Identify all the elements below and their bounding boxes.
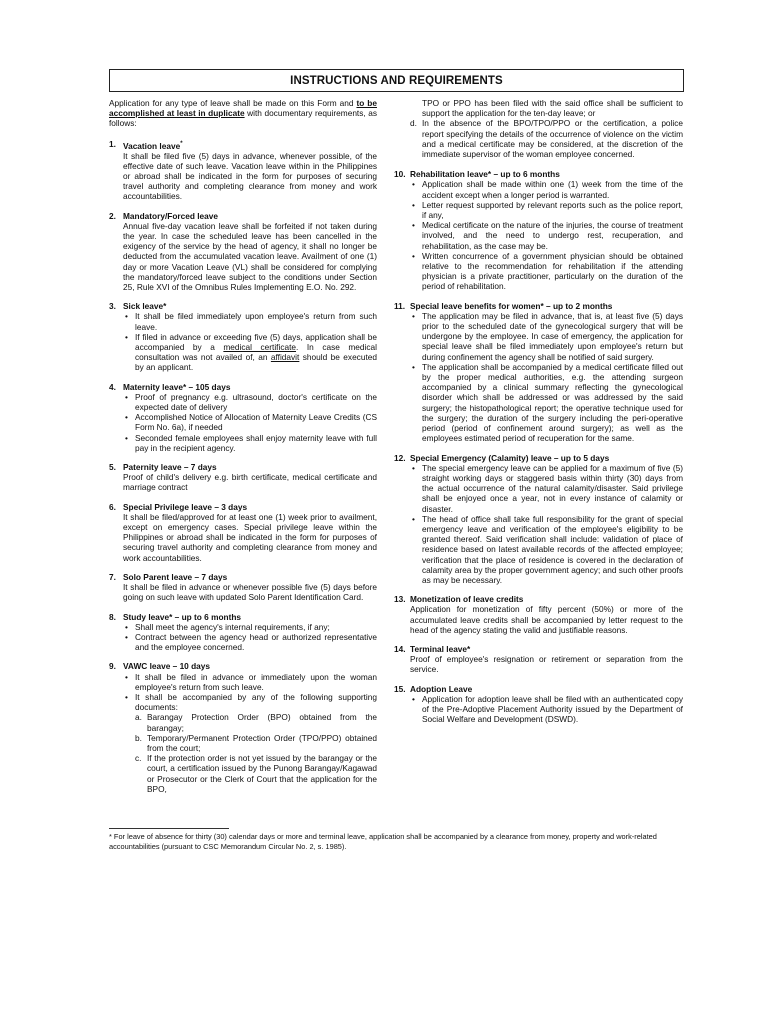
section-special-leave-women	[394, 301, 683, 444]
bullet-list	[123, 311, 377, 372]
list-item: • The application may be filed in advance, that is, at least five (5) days prior to the scheduled date of the gynecological surgery that will be undergone by the employee. In case of emergency, the application for special leave shall be filed immediately upon employee's return but during confinement the agency shall be notified of said surgery.	[410, 311, 683, 362]
sub-item-c	[135, 753, 377, 794]
section-number: 2.	[109, 210, 116, 221]
list-item: • Application for adoption leave shall be filed with an authenticated copy of the Pre-Adoptive Placement Authority issued by the Department of Social Welfare and Development (DSWD).	[410, 694, 683, 725]
section-solo-parent-leave	[109, 572, 377, 603]
section-vawc-leave	[109, 661, 377, 794]
left-column	[109, 98, 377, 794]
section-special-emergency-leave	[394, 453, 683, 586]
section-number: 4.	[109, 381, 116, 392]
section-body: Annual five-day vacation leave shall be forfeited if not taken during the year. In case the scheduled leave has been cancelled in the exigency of the service by the head of agency, it shall no longer be deducted from the accumulated vacation leave. Availment of one (1) day or more Vacation Leave (VL) shall be considered for complying the mandatory/forced leave subject to the conditions under Section 25, Rule XVI of the Omnibus Rules Implementing E.O. No. 292.	[123, 220, 377, 293]
section-title: Mandatory/Forced leave	[123, 210, 218, 221]
section-terminal-leave	[394, 644, 683, 675]
list-item: • Seconded female employees shall enjoy maternity leave with full pay in the recipient agency.	[123, 433, 377, 453]
intro-text-end: with documentary requirements, as follows:	[109, 108, 377, 129]
section-vacation-leave	[109, 139, 377, 202]
section-body: Proof of child's delivery e.g. birth certificate, medical certificate and marriage contract	[123, 472, 377, 493]
section-number: 12.	[394, 452, 406, 463]
section-monetization	[394, 594, 683, 635]
list-item: • Proof of pregnancy e.g. ultrasound, doctor's certificate on the expected date of delivery	[123, 392, 377, 412]
section-title	[123, 139, 377, 151]
intro-duplicate-requirement: to be accomplished at least in duplicate	[109, 98, 377, 119]
list-item	[123, 332, 377, 373]
section-title: Rehabilitation leave* – up to 6 months	[410, 169, 560, 180]
medical-certificate-term: medical certificate	[223, 342, 297, 353]
section-title: Solo Parent leave – 7 days	[123, 571, 228, 582]
affidavit-term: affidavit	[270, 352, 300, 363]
text-part: It shall be accompanied by any of the following supporting documents:	[135, 691, 377, 713]
section-title: Study leave* – up to 6 months	[123, 611, 242, 622]
section-title: Special Privilege leave – 3 days	[123, 501, 248, 512]
sub-text: In the absence of the BPO/TPO/PPO or the certification, a police report specifying the details of the occurrence of violence on the victim and a medical certificate may be considered, at the discretion of the immediate supervisor of the woman employee concerned.	[422, 118, 683, 160]
section-adoption-leave	[394, 684, 683, 725]
bullet-list	[410, 179, 683, 291]
bullet-list	[123, 622, 377, 653]
section-number: 5.	[109, 462, 116, 473]
footnote-divider	[109, 828, 229, 829]
sub-item-a	[135, 712, 377, 732]
section-title: Paternity leave – 7 days	[123, 462, 217, 473]
section-rehabilitation-leave	[394, 169, 683, 291]
list-item: • Written concurrence of a government physician should be obtained relative to the recommendation for rehabilitation if the attending physician is a private practitioner, particularly on the duration of the period of rehabilitation.	[410, 251, 683, 292]
section-title: Special leave benefits for women* – up to 2 months	[410, 300, 613, 311]
sub-item-b	[135, 733, 377, 753]
section-title: Maternity leave* – 105 days	[123, 381, 231, 392]
section-number: 7.	[109, 571, 116, 582]
section-title: Adoption Leave	[410, 683, 473, 694]
section-body: Application for monetization of fifty percent (50%) or more of the accumulated leave credits shall be accompanied by letter request to the head of the agency stating the valid and justifiable reasons.	[410, 604, 683, 635]
section-title: Special Emergency (Calamity) leave – up to 5 days	[410, 452, 610, 463]
intro-text: Application for any type of leave shall be made on this Form and	[109, 98, 357, 108]
section-title: Monetization of leave credits	[410, 594, 524, 605]
section-body: It shall be filed five (5) days in advance, whenever possible, of the effective date of such leave. Vacation leave within in the Philippines or abroad shall be indicated in the form for purposes of securing travel authority and completing clearance from money and work accountabilities.	[123, 150, 377, 202]
section-number: 10.	[394, 169, 406, 180]
section-number: 11.	[394, 300, 406, 311]
section-body: Proof of employee's resignation or retirement or separation from the service.	[410, 654, 683, 675]
section-number: 3.	[109, 301, 116, 312]
section-special-privilege-leave	[109, 502, 377, 563]
list-item: • The application shall be accompanied by a medical certificate filled out by the proper medical authorities, e.g. the attending surgeon accompanied by a clinical summary reflecting the gynecological disorder which shall be addressed or was addressed by the said surgery; the histopathological report; the operative technique used for the surgery; the duration of the surgery including the peri-operative period (period of confinement around surgery); as well as the employees estimated period of recuperation for the same.	[410, 362, 683, 444]
list-item: • It shall be filed immediately upon employee's return from such leave.	[123, 311, 377, 331]
list-item: • Letter request supported by relevant reports such as the police report, if any,	[410, 200, 683, 220]
section-sick-leave	[109, 301, 377, 372]
sub-label: c.	[135, 753, 142, 764]
vawc-continuation: TPO or PPO has been filed with the said office shall be sufficient to support the application for the ten-day leave; or	[422, 98, 683, 119]
section-title: VAWC leave – 10 days	[123, 661, 211, 672]
page-title: INSTRUCTIONS AND REQUIREMENTS	[109, 69, 684, 92]
bullet-list	[410, 694, 683, 725]
section-body: It shall be filed/approved for at least one (1) week prior to availment, except on emergency cases. Special privilege leave within the Philippines or abroad shall be indicated in the form for purposes of securing travel authority and completing clearance from money and work accountabilities.	[123, 511, 377, 563]
section-number: 15.	[394, 683, 406, 694]
list-item: • The special emergency leave can be applied for a maximum of five (5) straight working days or staggered basis within thirty (30) days from the actual occurrence of the natural calamity/disaster. Said privilege shall be enjoyed once a year, not in every instance of calamity or disaster.	[410, 463, 683, 514]
list-item: • Contract between the agency head or authorized representative and the employee concerned.	[123, 632, 377, 652]
text-part: If filed in advance or exceeding five (5) days, application shall be accompanied by a	[135, 331, 377, 353]
list-item: • Medical certificate on the nature of the injuries, the course of treatment involved, and the need to undergo rest, recuperation, and rehabilitation, as the case may be.	[410, 220, 683, 251]
bullet-list	[123, 672, 377, 794]
bullet-list	[123, 392, 377, 453]
section-body: It shall be filed in advance or whenever possible five (5) days before going on such leave with updated Solo Parent Identification Card.	[123, 582, 377, 603]
section-study-leave	[109, 612, 377, 653]
sub-label: d.	[410, 118, 417, 129]
section-number: 13.	[394, 594, 406, 605]
list-item: • It shall be filed in advance or immediately upon the woman employee's return from such leave.	[123, 672, 377, 692]
section-number: 6.	[109, 501, 116, 512]
sub-item-d	[394, 118, 683, 159]
list-item: • Accomplished Notice of Allocation of Maternity Leave Credits (CS Form No. 6a), if needed	[123, 412, 377, 432]
sub-label: a.	[135, 712, 142, 723]
sub-label: b.	[135, 732, 142, 743]
section-number: 1.	[109, 138, 116, 149]
section-title: Terminal leave*	[410, 643, 471, 654]
bullet-list	[410, 311, 683, 444]
sub-text: Temporary/Permanent Protection Order (TPO/PPO) obtained from the court;	[147, 732, 377, 753]
list-item: • Application shall be made within one (1) week from the time of the accident except when a longer period is warranted.	[410, 179, 683, 199]
right-column	[394, 98, 683, 733]
section-maternity-leave	[109, 382, 377, 453]
text-part: should be executed by an applicant.	[135, 352, 377, 373]
section-title-text: Vacation leave	[123, 140, 181, 151]
sub-text: If the protection order is not yet issued by the barangay or the court, a certification issued by the Punong Barangay/Kagawad or Prosecutor or the Clerk of Court that the application for the BPO,	[147, 753, 377, 794]
sub-text: Barangay Protection Order (BPO) obtained from the barangay;	[147, 712, 377, 733]
bullet-list	[410, 463, 683, 585]
list-item: • Shall meet the agency's internal requirements, if any;	[123, 622, 377, 632]
list-item: • The head of office shall take full responsibility for the grant of special emergency leave and verification of the employee's eligibility to be granted thereof. Said verification shall include: validation of place of residence based on latest available records of the affected employee; verification that the place of residence is covered in the declaration of calamity area by the proper government agency; and such other proofs as may be necessary.	[410, 514, 683, 585]
intro-paragraph	[109, 98, 377, 129]
footnote: * For leave of absence for thirty (30) calendar days or more and terminal leave, application shall be accompanied by a clearance from money, property and work-related accountabilities (pursuant to CSC Memorandum Circular No. 2, s. 1985).	[109, 832, 657, 851]
section-paternity-leave	[109, 462, 377, 493]
section-number: 8.	[109, 611, 116, 622]
list-item	[123, 692, 377, 794]
section-title: Sick leave*	[123, 301, 167, 312]
asterisk-mark: *	[180, 140, 183, 147]
section-number: 14.	[394, 643, 406, 654]
section-mandatory-forced-leave	[109, 211, 377, 293]
section-number: 9.	[109, 661, 116, 672]
text-part: . In case medical consultation was not availed of, an	[135, 342, 377, 363]
